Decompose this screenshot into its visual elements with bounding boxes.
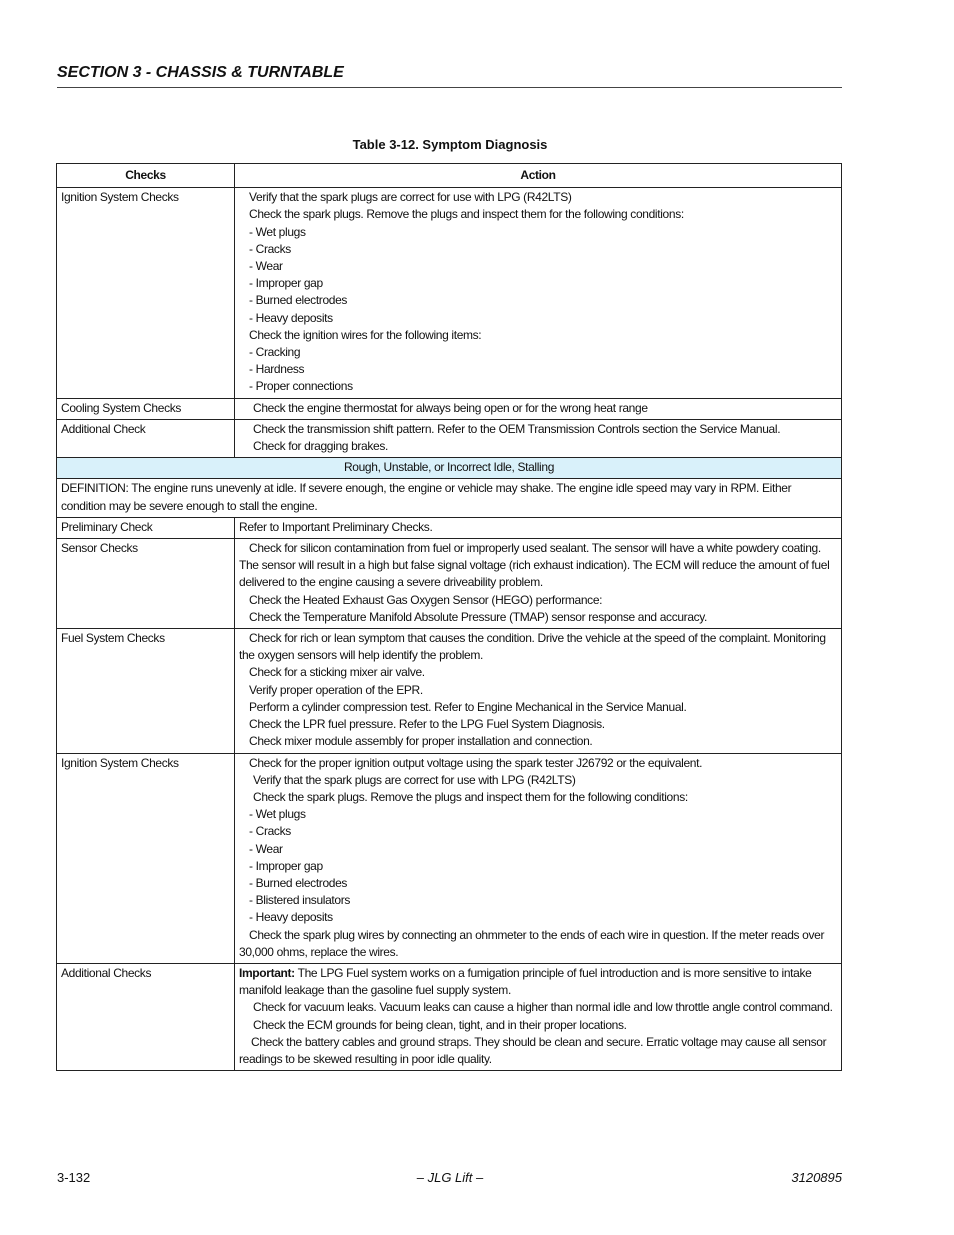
important-label: Important: [239,965,295,980]
header-checks: Checks [57,164,235,188]
check-cell: Preliminary Check [57,517,235,538]
table-row [57,963,842,1070]
document-number: 3120895 [791,1170,842,1185]
action-line: Check the ignition wires for the following items: [249,327,482,342]
check-cell: Sensor Checks [57,539,235,629]
action-line: Check the battery cables and ground straps. They should be clean and secure. Erratic voltage may cause all sensor readings to be skewed resulting in poor idle quality. [239,1034,827,1066]
symptom-banner: Rough, Unstable, or Incorrect Idle, Stalling [57,458,842,479]
important-text: The LPG Fuel system works on a fumigation principle of fuel introduction and is more sensitive to intake manifold leakage than the gasoline fuel supply system. [239,965,812,998]
table-title: Table 3-12. Symptom Diagnosis [352,137,548,152]
check-cell: Ignition System Checks [57,753,235,963]
action-line: Verify proper operation of the EPR. [249,682,423,697]
action-line: Check the ECM grounds for being clean, tight, and in their proper locations. [253,1017,627,1032]
action-line: - Wear [249,259,283,274]
action-line: Check the spark plugs. Remove the plugs and inspect them for the following conditions: [253,789,688,804]
action-line: Check for vacuum leaks. Vacuum leaks can cause a higher than normal idle and low throttle angle control command. [253,1000,833,1015]
table-row [57,753,842,963]
footer-publisher: – JLG Lift – [416,1170,484,1185]
action-line: - Heavy deposits [249,910,333,925]
action-cell [235,398,842,419]
table-row [57,629,842,753]
page-number: 3-132 [57,1170,91,1185]
check-cell: Additional Checks [57,963,235,1070]
symptom-banner-row [57,458,842,479]
check-cell: Ignition System Checks [57,188,235,398]
action-line: Check mixer module assembly for proper installation and connection. [249,734,593,749]
action-line: - Cracks [249,824,291,839]
action-line: Check for silicon contamination from fuel or improperly used sealant. The sensor will have a white powdery coating. The sensor will result in a high but false signal voltage (rich exhaust indication). The ECM will reduce the amount of fuel delivered to the engine causing a severe driveability problem. [239,541,830,590]
action-line: - Cracks [249,241,291,256]
action-line: Check for the proper ignition output voltage using the spark tester J26792 or the equivalent. [249,755,703,770]
symptom-diagnosis-table [56,163,842,1071]
action-line: Check for dragging brakes. [253,439,388,454]
action-line: Verify that the spark plugs are correct for use with LPG (R42LTS) [249,190,572,205]
check-cell: Additional Check [57,419,235,457]
action-line: - Heavy deposits [249,310,333,325]
table-row [57,419,842,457]
action-line: - Wet plugs [249,807,306,822]
table-row [57,539,842,629]
action-line: Check the Heated Exhaust Gas Oxygen Sensor (HEGO) performance: [249,592,603,607]
table-header-row [57,164,842,188]
action-line: - Improper gap [249,276,323,291]
action-line: Check the spark plug wires by connecting an ohmmeter to the ends of each wire in question. If the meter reads over 30,000 ohms, replace the wires. [239,927,825,959]
action-line: - Wear [249,841,283,856]
section-header: SECTION 3 - CHASSIS & TURNTABLE [57,64,842,88]
definition-row [57,479,842,517]
action-line: Check for a sticking mixer air valve. [249,665,425,680]
action-cell [235,419,842,457]
action-cell [235,629,842,753]
action-cell [235,963,842,1070]
check-cell: Fuel System Checks [57,629,235,753]
action-line: Refer to Important Preliminary Checks. [239,519,433,534]
table-row [57,188,842,398]
important-note [239,965,837,999]
action-cell [235,188,842,398]
definition-cell: DEFINITION: The engine runs unevenly at idle. If severe enough, the engine or vehicle may shake. The engine idle speed may vary in RPM. Either condition may be severe enough to stall the engine. [57,479,842,517]
header-action: Action [235,164,842,188]
action-line: - Proper connections [249,379,353,394]
action-line: Check the engine thermostat for always being open or for the wrong heat range [253,400,648,415]
action-line: Check the LPR fuel pressure. Refer to the LPG Fuel System Diagnosis. [249,717,605,732]
check-cell: Cooling System Checks [57,398,235,419]
action-line: Check for rich or lean symptom that causes the condition. Drive the vehicle at the speed of the complaint. Monitoring the oxygen sensors will help identify the problem. [239,631,826,663]
action-cell [235,539,842,629]
action-line: - Burned electrodes [249,293,348,308]
action-cell [235,517,842,538]
action-line: Perform a cylinder compression test. Refer to Engine Mechanical in the Service Manual. [249,699,687,714]
action-line: Check the spark plugs. Remove the plugs and inspect them for the following conditions: [249,207,684,222]
action-line: - Burned electrodes [249,875,348,890]
action-line: - Hardness [249,362,305,377]
action-line: - Wet plugs [249,224,306,239]
action-line: Check the Temperature Manifold Absolute Pressure (TMAP) sensor response and accuracy. [249,609,708,624]
action-line: - Improper gap [249,858,323,873]
action-line: - Cracking [249,345,301,360]
action-line: Verify that the spark plugs are correct for use with LPG (R42LTS) [253,772,576,787]
table-row [57,517,842,538]
table-row [57,398,842,419]
action-line: - Blistered insulators [249,893,351,908]
action-line: Check the transmission shift pattern. Refer to the OEM Transmission Controls section the Service Manual. [253,421,781,436]
action-cell [235,753,842,963]
